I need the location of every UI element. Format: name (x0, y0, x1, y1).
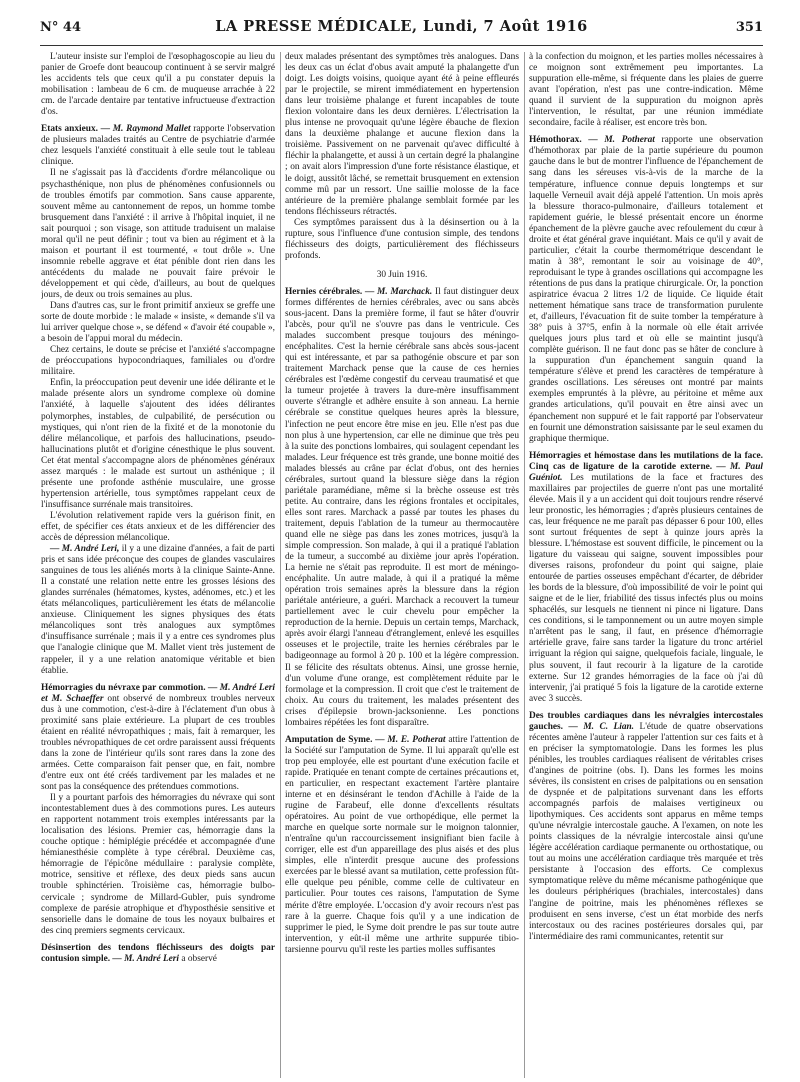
section-text: Il faut distinguer deux formes différentes de hernies cérébrales, avec ou sans abcès sous-jacent. Dans la première forme, il faut se hâter d'ouvrir l'abcès, pour qu'il ne s'ouvre pas dans le ventricule. Ces malades succombent presque toujours des méningo-encéphalites. C'est la hernie cérébrale sans abcès sous-jacent qui est intéressante, et par sa pathogénie obscure et par son traitement Marchack pense que la cause de ces hernies cérébrales est l'œdème congestif du cerveau traumatisé et que la tumeur projetée à travers la dure-mère insuffisamment ouverte s'étrangle et adhère ensuite à son anneau. La hernie cérébrale se constitue quelques heures après la blessure, l'infection ne peut encore être mise en jeu. Elle n'est pas due non plus à une hypertension, car elle ne diminue que très peu à la suite des ponctions lombaires, qui soulagent cependant les malades. Leur fréquence est très grande, une bonne moitié des malades blessés au crâne par éclat d'obus, ont des hernies cérébrales, surtout quand la blessure siège dans la région pariétale paramédiane, même si la brèche osseuse est très petite. Au contraire, dans les régions frontales et occipitales, elles sont rares. Marchack a passé par toutes les phases du traitement, depuis l'ablation de la tumeur au thermocautère quand elle ne siège pas dans les zones motrices, jusqu'à la simple compression. Son malade, à qui il a pratiqué l'ablation de la tumeur, a succombé au dixième jour après l'opération. La hernie ne s'était pas reproduite. Il est mort de méningo-encéphalite. Un autre malade, à qui il a pratiqué la même opération trois semaines après la blessure dans la région pariétale antérieure, a guéri. Marchack a recouvert la tumeur partiellement avec le cuir chevelu pour empêcher la reproduction de la hernie. Depuis un certain temps, Marchack, après avoir élargi l'anneau d'étranglement, enlevé les esquilles osseuses et le projectile, traite les hernies cérébrales par le badigeonnage au formol à 20 p. 100 et la légère compression. Il se félicite des résultats obtenus. Ainsi, une grosse hernie, d'un volume d'une orange, est complètement réduite par le formolage et la compression. Il croit que c'est le traitement de choix. Au cours du traitement, les malades présentent des crises d'épilepsie brown-jacksonienne. Les ponctions lombaires répétées les font disparaître. (285, 286, 519, 728)
column-3 (529, 52, 763, 1080)
page-number: 351 (735, 20, 763, 35)
section-text: il y a une dizaine d'années, a fait de parti pris et sans idée préconçue des coupes de glandes vasculaires sanguines de tous les aliénés morts à la clinique Sainte-Anne. Il a constaté une relation nette entre les grosses lésions des glandes surrénales (hématomes, kystes, adénomes, etc.) et les états mélancoliques, particulièrement les états de mélancolie anxieuse. Cliniquement les signes physiques des états mélancoliques sont très analogues aux symptômes d'insuffisance surrénale ; mais il y a entre ces syndromes plus que l'analogie clinique que M. Mallet vient très justement de rappeler, il y a une relation anatomique véritable et bien établie. (41, 544, 275, 676)
section-hemorragies-face (529, 451, 763, 705)
paragraph: L'auteur insiste sur l'emploi de l'œsophagoscopie au lieu du panier de Groefe dont beaucoup continuent à se servir malgré les accidents tels que ceux qu'il a pu constater depuis la mobilisation : lambeau de 6 cm. de muqueuse arrachée à 22 cm. de l'arcade dentaire par tentative infructueuse d'extraction d'os. (41, 52, 275, 118)
session-date: 30 Juin 1916. (376, 269, 428, 280)
section-hemorragies-nevraxe (41, 683, 275, 793)
paragraph: Enfin, la préoccupation peut devenir une idée délirante et le malade présente alors un syndrome complexe où domine l'anxiété, à laquelle s'ajoutent des idées délirantes polymorphes, instables, de culpabilité, de persécution ou mystiques, qui n'ont rien de la fixité et de la monotonie du délire mélancolique, et parfois des hallucinations, pseudo-hallucinations plutôt et d'origine cénesthique le plus souvent. Cet état mental s'accompagne alors de phénomènes généraux assez marqués : le malade est surtout un asthénique ; il présente une profonde asthénie musculaire, une grosse hypertension artérielle, tous symptômes rappelant ceux de l'insuffisance surrénale mais transitoires. (41, 378, 275, 510)
paragraph: Il ne s'agissait pas là d'accidents d'ordre mélancolique ou psychasthénique, non plus de phénomènes confusionnels ou de troubles émotifs par commotion. Sans cause apparente, souvent même au cantonnement de repos, un homme tombe brusquement dans l'anxiété : il arrive à l'hôpital inquiet, il ne sait pourquoi ; son visage, son attitude traduisent un malaise moral qu'il ne peut définir ; tout va bien au régiment et à la maison et pourtant il est tourmenté, « tout drôle ». Une insomnie rebelle aggrave et état pénible dont rien dans les antécédents du malade ne pouvait faire prévoir le développement et qui cède, d'ailleurs, au bout de quelques jours, de deux ou trois semaines au plus. (41, 168, 275, 300)
section-text: rapporte l'observation de plusieurs malades traités au Centre de psychiatrie d'armée chez lesquels l'anxiété constituait à elle seule tout le tableau clinique. (41, 124, 275, 168)
paragraph: L'évolution relativement rapide vers la guérison finit, en effet, de spécifier ces états anxieux et de les différencier des accès de dépression mélancolique. (41, 510, 275, 544)
paragraph: Ces symptômes paraissent dus à la désinsertion ou à la rupture, sous l'influence d'une contusion simple, des tendons fléchisseurs des doigts, particulièrement des fléchisseurs profonds. (285, 217, 519, 261)
paragraph: deux malades présentant des symptômes très analogues. Dans les deux cas un éclat d'obus avait amputé la phalangette d'un doigt. Les doigts voisins, quoique ayant été à peine effleurés par le projectile, se mirent immédiatement en hypertension dans leur troisième phalange et furent incapables de toute flexion volontaire dans les deux dernières. L'électrisation la plus intense ne provoquait qu'une légère ébauche de flexion dans la deuxième phalange et aucune flexion dans la troisième. Passivement on ne parvenait qu'avec difficulté à fléchir la phalangette, et aussi à un certain degré la phalangine ; on avait alors l'impression d'une forte résistance élastique, et le doigt, aussitôt lâché, se remettait brusquement en extension comme mû par un ressort. Une saillie molosse de la face antérieure de la première phalange semblait formée par les tendons fléchisseurs rétractés. (285, 52, 519, 217)
column-2 (285, 52, 519, 1080)
issue-number: N° 44 (40, 20, 81, 35)
section-author: — M. André Leri, (50, 544, 120, 555)
section-heading: Des troubles cardiaques dans les névralgies intercostales gauches. (529, 710, 763, 732)
section-amputation-syme (285, 735, 519, 956)
section-text: a observé (179, 953, 217, 964)
section-author: — M. Marchack. (364, 286, 433, 297)
section-author: — M. Raymond Mallet (100, 124, 191, 135)
section-hernies-cerebrales (285, 287, 519, 729)
paragraph-leri (41, 544, 275, 677)
column-1 (41, 52, 275, 1080)
header-rule (40, 45, 763, 46)
section-heading: Hernies cérébrales. (285, 286, 363, 297)
section-text: attire l'attention de la Société sur l'amputation de Syme. Il lui apparaît qu'elle est trop peu employée, elle est pourtant d'une exécution facile et rapide. Pratiquée en tenant compte de certaines précautions et, en particulier, en respectant exactement l'artère plantaire interne et en désinsérant le tendon d'Achille à l'aide de la rugine de Farabeuf, elle donne d'excellents résultats opératoires. Au point de vue orthopédique, elle permet la marche en quelque sorte normale sur le moignon talonnier, n'entraîne qu'un raccourcissement insignifiant bien facile à corriger, elle est d'un appareillage des plus aisés et des plus simples, elle n'interdit presque aucune des professions exercées par le blessé avant sa mutilation, cette profession fût-elle quelque peu pénible, comme celle de cultivateur en particulier. Pour toutes ces raisons, l'amputation de Syme mérite d'être employée. L'occasion d'y avoir recours n'est pas rare à la guerre. Chaque fois qu'il y a une indication de supprimer le pied, le Syme doit prendre le pas sur toute autre intervention, y eût-il même une arthrite suppurée tibio-tarsienne pourvu qu'il reste les parties molles suffisantes (285, 734, 519, 955)
section-desinsertion-tendons (41, 943, 275, 965)
column-divider (280, 52, 281, 1078)
section-text: Les mutilations de la face et fractures des maxillaires par projectiles de guerre n'ont pas une mortalité élevée. Mais il y a un accident qui doit toujours rendre réservé leur pronostic, les hémorragies ; d'après plusieurs centaines de cas, leur fréquence ne me paraît pas dépasser 6 pour 100, elles sont surtout fréquentes de sept à quinze jours après la blessure. L'hémostase est souvent difficile, le pincement ou la ligature du vaisseau qui saigne, souvent impossibles pour diverses raisons, profondeur du point qui saigne, plaie entourée de parties osseuses empêchant d'écarter, de débrider les bords de la blessure, d'où impossibilité de voir le point qui saigne et de le lier, friabilité des tissus infectés plus ou moins sphacélés, sur lesquels ne tiennent ni pince ni ligature. Dans ces conditions, si le tamponnement ou un autre moyen simple n'arrêtent pas le sang, il faut, en présence d'hémorragie artérielle grave, faire sans tarder la ligature du tronc artériel irriguant la région qui saigne, quelquefois faciale, linguale, le plus souvent, il faut recourir à la ligature de la carotide externe. Sur 12 grandes hémorragies de la face où j'ai dû intervenir, j'ai pratiqué 5 fois la ligature de la carotide externe avec 3 succès. (529, 472, 763, 704)
section-text: ont observé de nombreux troubles nerveux dus à une commotion, c'est-à-dire à l'éclatement d'un obus à proximité sans plaie extérieure. La plupart de ces troubles étaient en réalité névropathiques ; mais, fait à remarquer, les troubles névropathiques de cet ordre paraissent aussi fréquents dans la zone de l'intérieur qu'ils sont rares dans la zone des armées. Cette comparaison fait penser que, en fait, nombre d'entre eux ont été créés tardivement par les malades et ne sont pas la conséquence des prétendues commotions. (41, 693, 275, 793)
section-heading: Hémorragies et hémostase dans les mutilations de la face. Cinq cas de ligature de la carotide externe. (529, 450, 763, 472)
section-heading: Hémothorax. (529, 135, 582, 146)
column-divider (524, 52, 525, 1078)
journal-title: LA PRESSE MÉDICALE, Lundi, 7 Août 1916 (215, 18, 588, 35)
section-author: — M. Potherat (588, 135, 655, 146)
section-hemothorax (529, 135, 763, 444)
paragraph: Il y a pourtant parfois des hémorragies du névraxe qui sont incontestablement dues à des commotions pures. Les auteurs en rapportent notamment trois exemples intéressants par la localisation des lésions. Premier cas, hémorragie dans la couche optique : hémiplégie précédée et accompagnée d'une hémianesthésie complète à type cérébral. Deuxième cas, hémorragie de l'épicône médullaire : paralysie complète, motrice, sensitive et réflexe, des deux pieds sans aucun trouble sphinctérien. Troisième cas, hémorragie bulbo-cervicale ; syndrome de Millard-Gubler, puis syndrome complexe de parésie atrophique et d'hyposthésie sensitive et sensorielle dans le domaine de tous les noyaux bulbaires et des cinq premiers segments cervicaux. (41, 793, 275, 936)
section-text: rapporte une observation d'hémothorax par plaie de la partie supérieure du poumon gauche dans le but de montrer l'influence de l'épanchement de sang dans les séreuses vis-à-vis de la marche de la température, influence connue depuis longtemps et sur laquelle Verneuil avait déjà appelé l'attention. Un mois après la blessure thoraco-pulmonaire, d'ailleurs totalement et rapidement guérie, le blessé présentait encore un énorme épanchement de la plèvre gauche avec refoulement du cœur à droite et état général grave inquiétant. Mais ce qu'il y avait de particulier, c'était la courbe thermométrique descendant le matin à 38°, remontant le soir au voisinage de 40°, reproduisant le type à grandes oscillations qui accompagne les rétentions de pus dans la pratique chirurgicale. Or, la ponction aspiratrice évacua 2 litres 1/2 de liquide. Ce liquide était nettement hématique sans trace de transformation purulente et, d'ailleurs, l'évacuation fit de suite tomber la température à 38° puis à 37°5, enfin à la normale où elle était arrivée quelques jours plus tard et où elle se maintint jusqu'à complète guérison. Il ne faut donc pas se hâter de conclure à la suppuration d'un épanchement sanguin quand la température s'élève et prend les caractères de température à grandes oscillations. Les séreuses ont montré par maints exemples empruntés à la plèvre, au péritoine et même aux grandes articulations, qu'il pouvait en être ainsi avec un épanchement non suppuré et le fait rapporté par l'observateur en fournit une démonstration saisissante par le seul examen du graphique thermique. (529, 135, 763, 444)
section-author: — M. André Leri et M. Schaeffer (41, 682, 275, 704)
section-heading: Désinsertion des tendons fléchisseurs des doigts par contusion simple. (41, 942, 275, 964)
section-etats-anxieux (41, 124, 275, 168)
paragraph: Chez certains, le doute se précise et l'anxiété s'accompagne de préoccupations hypocondriaques, familiales ou d'ordre militaire. (41, 345, 275, 378)
section-heading: Etats anxieux. (41, 124, 98, 135)
paragraph: Dans d'autres cas, sur le front primitif anxieux se greffe une sorte de doute morbide : le malade « insiste, « demande s'il va lui arriver quelque chose », se défend « d'avoir été coupable », a besoin de l'appui moral du médecin. (41, 301, 275, 345)
paragraph: à la confection du moignon, et les parties molles nécessaires à ce moignon sont extrêmement peu importantes. La suppuration elle-même, si fréquente dans les plaies de guerre avant l'opération, n'est pas une contre-indication. Même quand il survient de la suppuration du moignon après l'intervention, le résultat, par une réunion immédiate secondaire, facile à réaliser, est encore très bon. (529, 52, 763, 129)
section-author: — M. E. Potherat (375, 734, 446, 745)
section-heading: Amputation de Syme. (285, 734, 373, 745)
section-heading: Hémorragies du névraxe par commotion. (41, 682, 206, 693)
section-author: — M. Paul Guéniot. (529, 461, 763, 483)
section-text: L'étude de quatre observations récentes amène l'auteur à rappeler l'attention sur ces faits et à en préciser la symptomatologie. Dans les formes les plus pénibles, les troubles cardiaques réalisent de véritables crises d'angines de poitrine (obs. I). Dans les formes les moins sévères, ils consistent en crises de palpitations ou en sensation de dyspnée et de palpitations survenant dans les efforts accompagnés parfois de malaises vertigineux ou lipothymiques. Ces accidents sont apparus en même temps qu'une névralgie intercostale gauche. A l'examen, on note les points classiques de la névralgie intercostale ainsi qu'une légère accélération cardiaque permanente ou orthostatique, ou tout au moins une accélération cardiaque très marquée et très persistante à l'occasion des efforts. Ce complexus symptomatique relève du même mécanisme pathogénique que les douleurs périphériques (brachiales, intercostales) dans l'angine de poitrine, mais les phénomènes réflexes se produisent en sens inverse, c'est un état morbide des nerfs intercostaux ou des racines postérieures dorsales qui, par l'intermédiaire des rami communicantes, retentit sur (529, 721, 763, 942)
section-troubles-cardiaques (529, 711, 763, 943)
section-author: — M. André Leri (112, 953, 180, 964)
section-author: — M. C. Lian. (568, 721, 635, 732)
page-header (40, 18, 763, 40)
